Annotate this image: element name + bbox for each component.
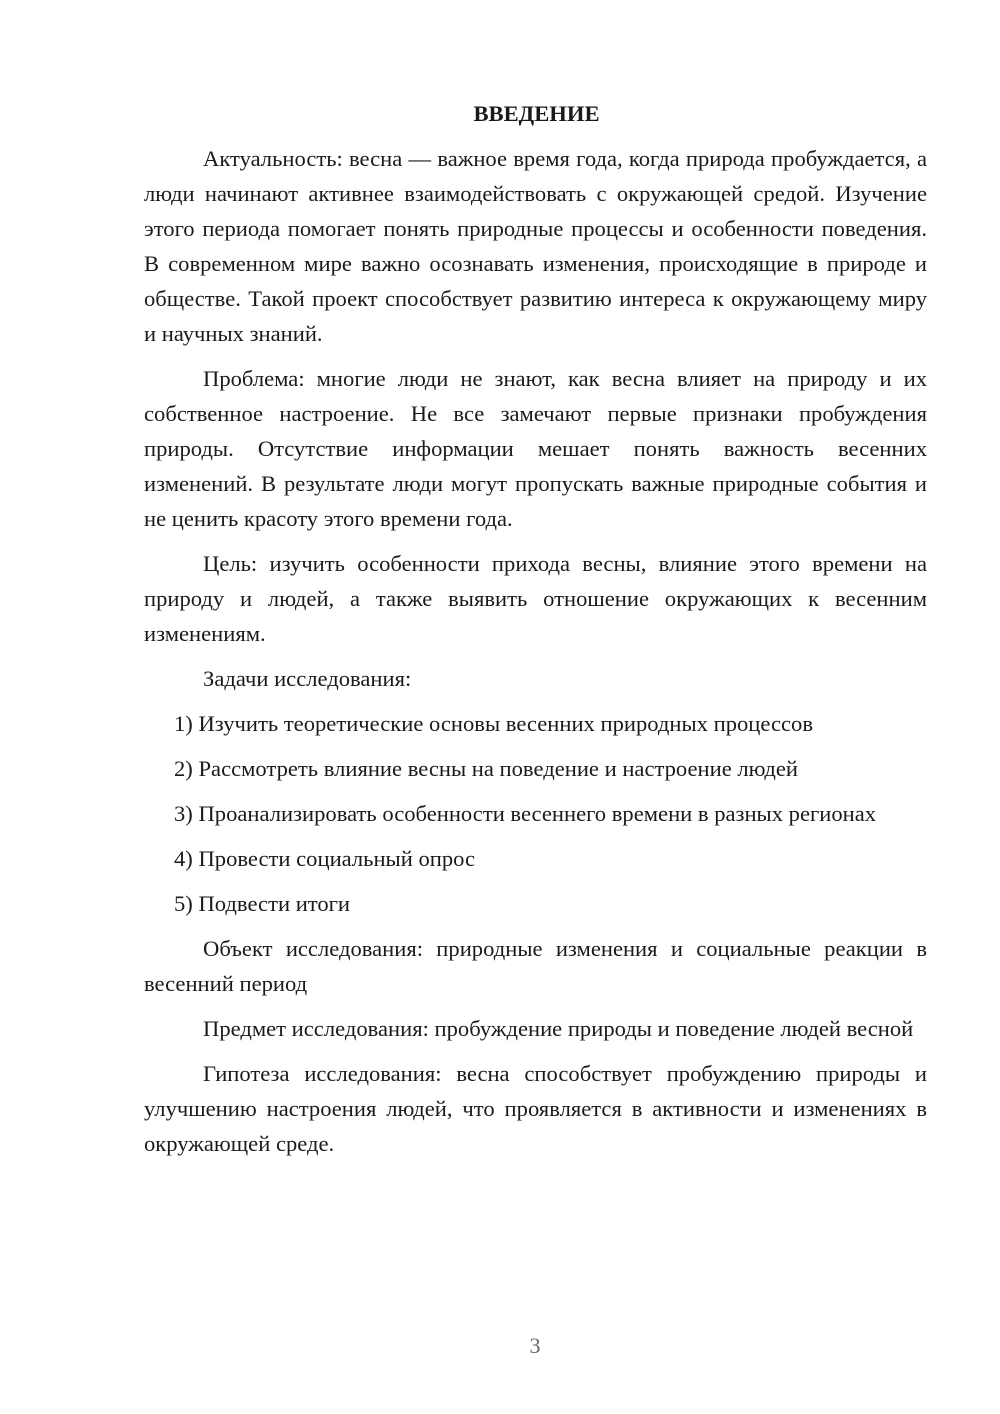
object-paragraph: Объект исследования: природные изменения и социальные реакции в весенний период — [144, 936, 927, 996]
section-title: ВВЕДЕНИЕ — [473, 101, 600, 126]
page-number: 3 — [529, 1333, 541, 1358]
relevance-paragraph: Актуальность: весна — важное время года, когда природа пробуждается, а люди начинают активнее взаимодействовать с окружающей средой. Изучение этого периода помогает понять природные процессы и особенности поведения. В современном мире важно осознавать изменения, происходящие в природе и обществе. Такой проект способствует развитию интереса к окружающему миру и научных знаний. — [144, 146, 927, 346]
task-item-4: 4) Провести социальный опрос — [174, 846, 476, 871]
task-item-2: 2) Рассмотреть влияние весны на поведение и настроение людей — [174, 756, 798, 781]
problem-paragraph: Проблема: многие люди не знают, как весна влияет на природу и их собственное настроение. Не все замечают первые признаки пробуждения природы. Отсутствие информации мешает понять важность весенних изменений. В результате люди могут пропускать важные природные события и не ценить красоту этого времени года. — [144, 366, 927, 531]
task-item-1: 1) Изучить теоретические основы весенних природных процессов — [174, 711, 814, 736]
document-body — [144, 96, 927, 1171]
subject-paragraph: Предмет исследования: пробуждение природы и поведение людей весной — [203, 1016, 914, 1041]
goal-paragraph: Цель: изучить особенности прихода весны, влияние этого времени на природу и людей, а также выявить отношение окружающих к весенним изменениям. — [144, 551, 927, 646]
tasks-heading: Задачи исследования: — [203, 666, 412, 691]
task-item-5: 5) Подвести итоги — [174, 891, 351, 916]
hypothesis-paragraph: Гипотеза исследования: весна способствует пробуждению природы и улучшению настроения людей, что проявляется в активности и изменениях в окружающей среде. — [144, 1061, 927, 1156]
task-item-3: 3) Проанализировать особенности весеннего времени в разных регионах — [174, 801, 877, 826]
